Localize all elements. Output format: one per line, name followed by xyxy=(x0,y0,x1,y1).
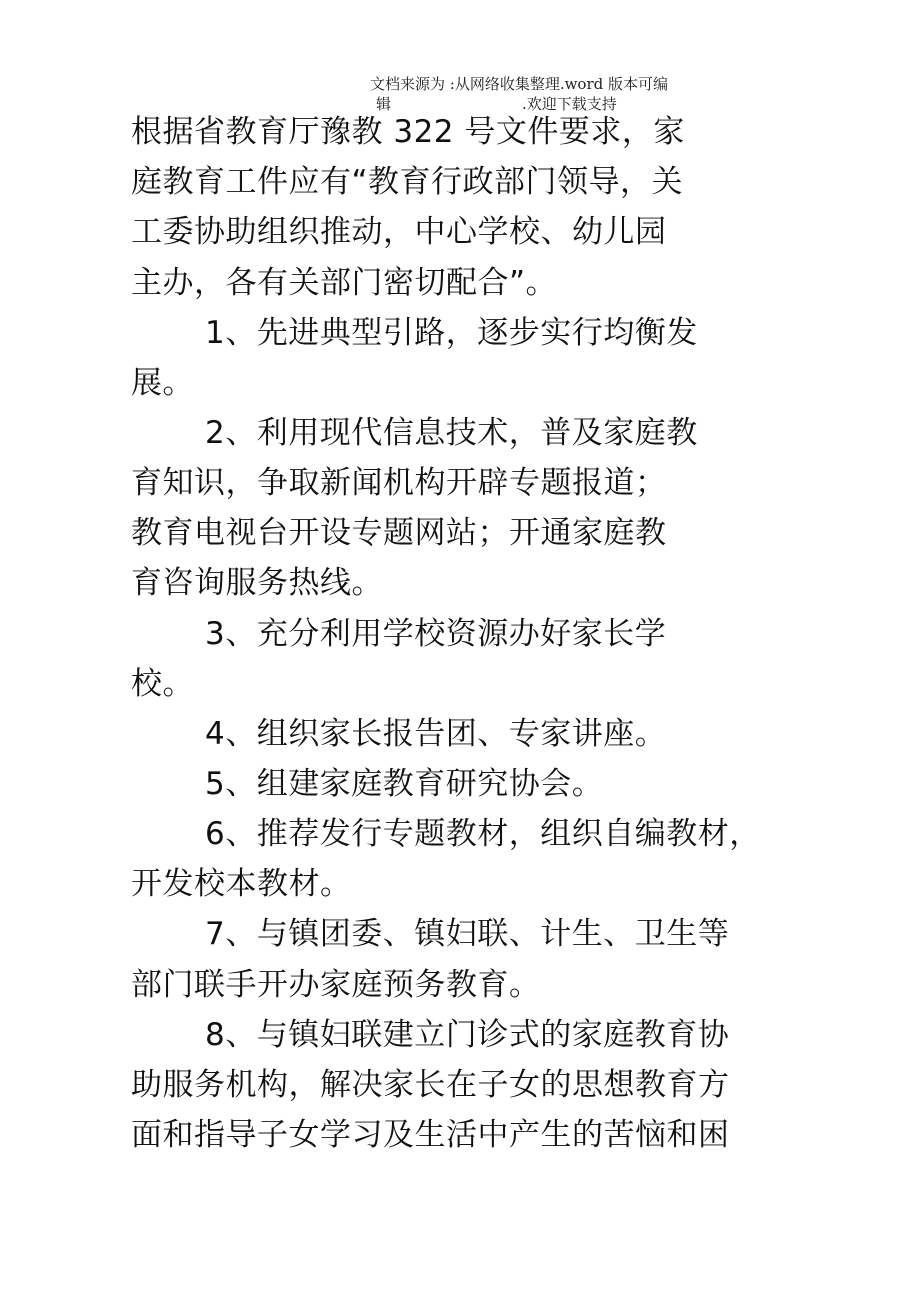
text-line: 教育电视台开设专题网站；开通家庭教 xyxy=(131,515,667,551)
list-item-1: 1、先进典型引路，逐步实行均衡发 xyxy=(205,315,698,351)
list-item-8: 8、与镇妇联建立门诊式的家庭教育协 xyxy=(205,1017,730,1053)
header-line-2-left: 辑 xyxy=(376,95,392,113)
text-line: 主办，各有关部门密切配合”。 xyxy=(131,265,558,301)
list-item-4: 4、组织家长报告团、专家讲座。 xyxy=(205,716,667,752)
text-line: 展。 xyxy=(131,365,194,401)
list-item-3: 3、充分利用学校资源办好家长学 xyxy=(205,616,667,652)
header-line-2-right: .欢迎下载支持 xyxy=(522,95,617,113)
list-item-2: 2、利用现代信息技术，普及家庭教 xyxy=(205,415,698,451)
header-line-1: 文档来源为 :从网络收集整理.word 版本可编 xyxy=(370,75,669,93)
document-source-header xyxy=(370,74,730,114)
list-item-5: 5、组建家庭教育研究协会。 xyxy=(205,766,604,802)
text-line: 面和指导子女学习及生活中产生的苦恼和困 xyxy=(131,1117,730,1153)
text-line: 助服务机构，解决家长在子女的思想教育方 xyxy=(131,1067,730,1103)
text-line: 育咨询服务热线。 xyxy=(131,565,383,601)
text-line: 庭教育工件应有“教育行政部门领导，关 xyxy=(131,164,684,200)
list-item-6: 6、推荐发行专题教材，组织自编教材， xyxy=(205,816,761,852)
text-line: 开发校本教材。 xyxy=(131,866,352,902)
text-line: 部门联手开办家庭预务教育。 xyxy=(131,967,541,1003)
header-line-2 xyxy=(370,94,730,114)
text-line: 校。 xyxy=(131,666,194,702)
list-item-7: 7、与镇团委、镇妇联、计生、卫生等 xyxy=(205,916,730,952)
text-line: 根据省教育厅豫教 322 号文件要求，家 xyxy=(131,114,685,150)
text-line: 工委协助组织推动，中心学校、幼儿园 xyxy=(131,214,667,250)
text-line: 育知识，争取新闻机构开辟专题报道； xyxy=(131,465,667,501)
